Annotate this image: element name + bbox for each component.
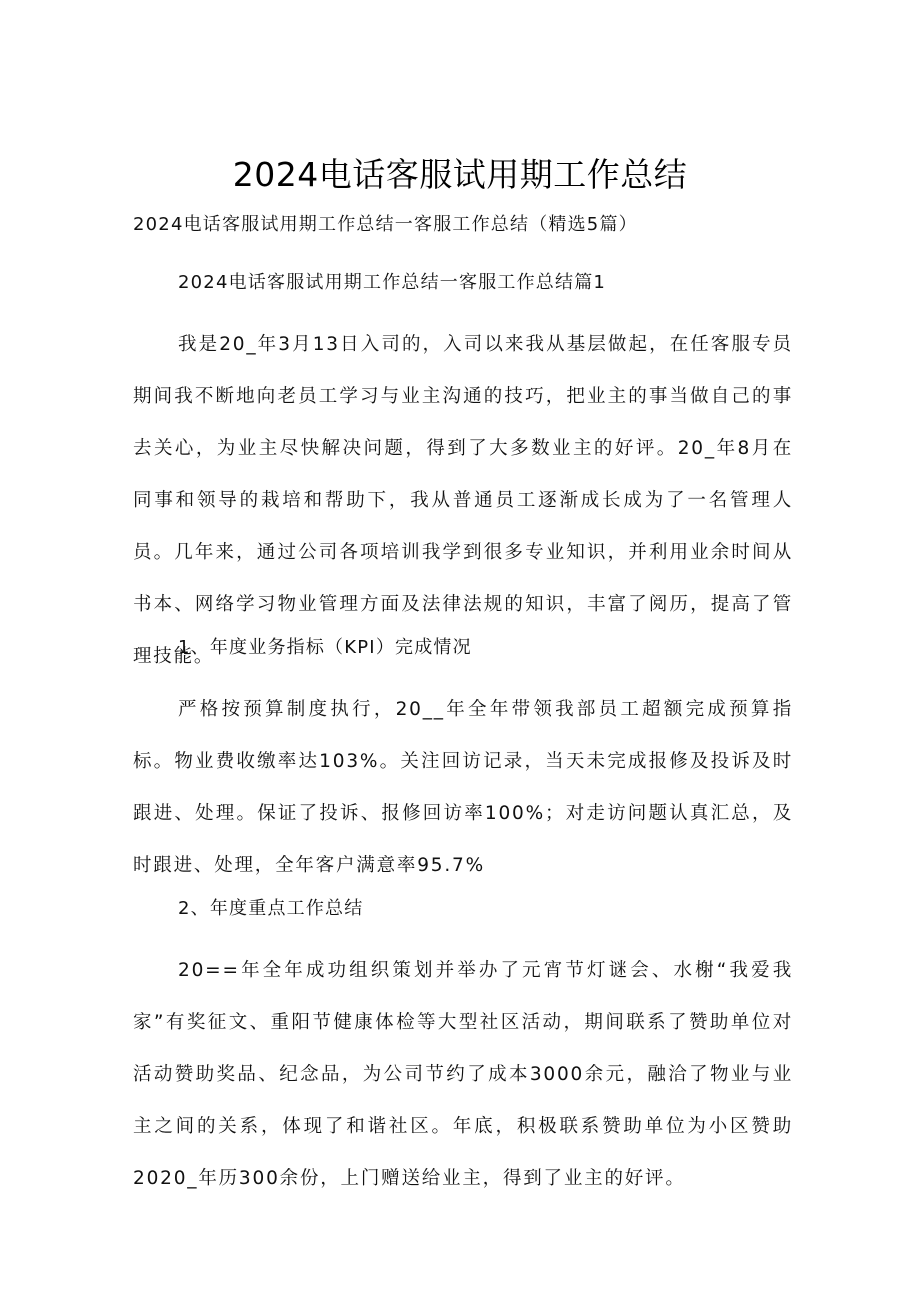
section-2-heading: 2、年度重点工作总结 <box>178 898 364 919</box>
document-subtitle: 2024电话客服试用期工作总结一客服工作总结（精选5篇） <box>133 214 638 235</box>
paragraph-work: 20==年全年成功组织策划并举办了元宵节灯谜会、水榭“我爱我家”有奖征文、重阳节健康体检等大型社区活动，期间联系了赞助单位对活动赞助奖品、纪念品，为公司节约了成本3000余元，融洽了物业与业主之间的关系，体现了和谐社区。年底，积极联系赞助单位为小区赞助2020_年历300余份，上门赠送给业主，得到了业主的好评。 <box>133 960 793 1189</box>
paragraph-kpi: 严格按预算制度执行，20__年全年带领我部员工超额完成预算指标。物业费收缴率达103%。关注回访记录，当天未完成报修及投诉及时跟进、处理。保证了投诉、报修回访率100%；对走访问题认真汇总，及时跟进、处理，全年客户满意率95.7% <box>133 699 793 876</box>
section-1-heading: 1、年度业务指标（KPI）完成情况 <box>178 637 472 658</box>
article-heading: 2024电话客服试用期工作总结一客服工作总结篇1 <box>178 272 607 293</box>
document-title: 2024电话客服试用期工作总结 <box>232 155 688 194</box>
paragraph-intro: 我是20_年3月13日入司的，入司以来我从基层做起，在任客服专员期间我不断地向老员工学习与业主沟通的技巧，把业主的事当做自己的事去关心，为业主尽快解决问题，得到了大多数业主的好评。20_年8月在同事和领导的栽培和帮助下，我从普通员工逐渐成长成为了一名管理人员。几年来，通过公司各项培训我学到很多专业知识，并利用业余时间从书本、网络学习物业管理方面及法律法规的知识，丰富了阅历，提高了管理技能。 <box>133 334 793 667</box>
